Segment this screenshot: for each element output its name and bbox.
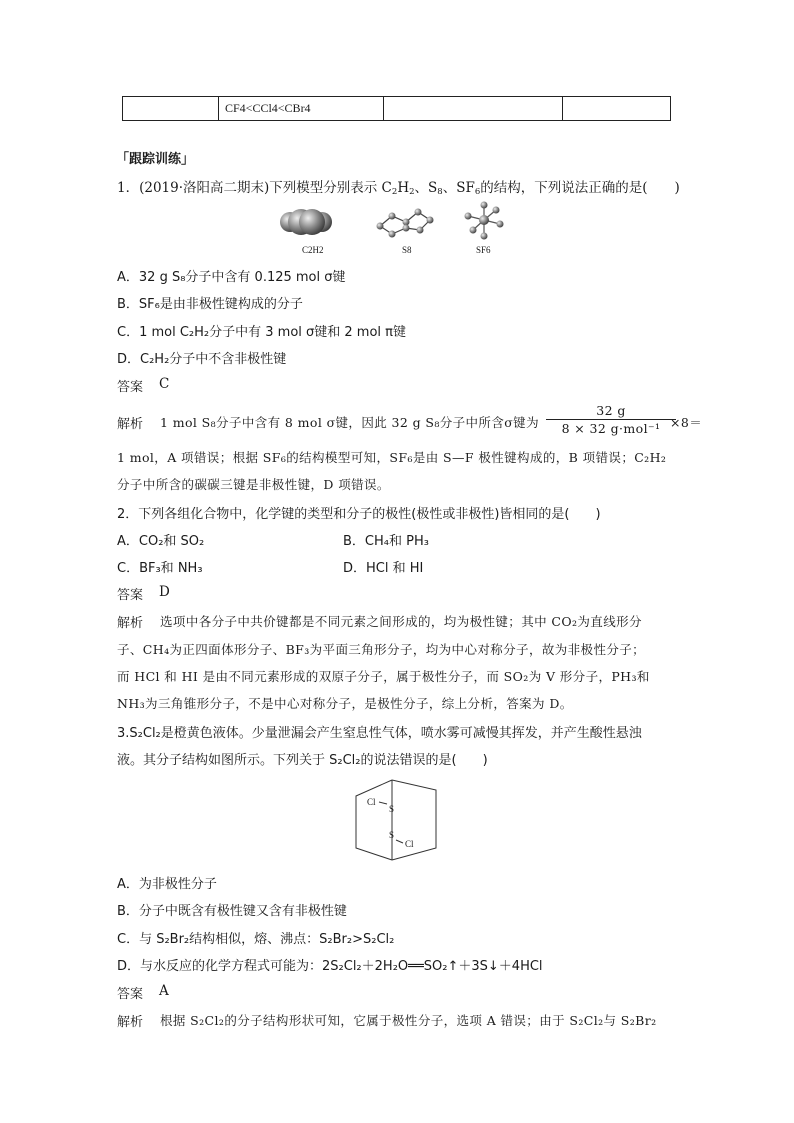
q2-option-b: B．CH₄和 PH₃ [343,534,429,549]
s8-caption: S8 [402,245,412,255]
s2cl2-structure-figure [352,776,442,864]
q2-option-c: C．BF₃和 NH₃ [117,561,203,576]
q3-answer: A [159,983,169,999]
q1-stem-part: 、S [414,180,438,196]
q1-option-d: D．C₂H₂分子中不含非极性键 [117,352,287,367]
q2-explanation-line: 选项中各分子中共价键都是不同元素之间形成的，均为极性键；其中 CO₂为直线形分 [160,614,642,629]
q3-option-d: D．与水反应的化学方程式可能为：2S₂Cl₂＋2H₂O══SO₂↑＋3S↓＋4HCl [117,959,543,974]
q1-explanation-line: 1 mol，A 项错误；根据 SF₆的结构模型可知，SF₆是由 S—F 极性键构成的，B 项错误；C₂H₂ [117,450,667,465]
q1-stem-part: H [397,180,410,196]
c2h2-caption: C2H2 [302,245,324,255]
q1-answer: C [159,376,170,392]
q2-explanation-label: 解析 [117,616,144,631]
q1-fraction [546,403,676,436]
q2-option-d: D．HCl 和 HI [343,561,424,576]
table-cell [123,97,219,121]
q2-explanation-line: 而 HCl 和 HI 是由不同元素形成的双原子分子，属于极性分子，而 SO₂为 V 形分子，PH₃和 [117,669,650,684]
fig-label-cl: Cl [367,797,376,807]
fraction-numerator: 32 g [546,403,676,420]
q2-stem: 2．下列各组化合物中，化学键的类型和分子的极性(极性或非极性)皆相同的是( ) [117,507,601,522]
q1-answer-label: 答案 [117,380,144,395]
comparison-table-fragment [122,96,671,121]
q1-explanation-label: 解析 [117,417,144,432]
fraction-denominator: 8 × 32 g·mol⁻¹ [561,421,661,436]
q3-option-b: B．分子中既含有极性键又含有非极性键 [117,904,347,919]
q1-option-c: C．1 mol C₂H₂分子中有 3 mol σ键和 2 mol π键 [117,325,406,340]
q2-answer-label: 答案 [117,588,144,603]
fig-label-cl: Cl [405,839,414,849]
q3-explanation-line: 根据 S₂Cl₂的分子结构形状可知，它属于极性分子，选项 A 错误；由于 S₂Cl₂与 S₂Br₂ [160,1013,657,1028]
fig-label-s: S [389,804,395,814]
q2-explanation-line: 子、CH₄为正四面体形分子、BF₃为平面三角形分子，均为中心对称分子，故为非极性分子； [117,642,646,657]
q1-explanation-tail: ×8＝ [670,415,703,430]
q3-stem-line: 3.S₂Cl₂是橙黄色液体。少量泄漏会产生窒息性气体，喷水雾可减慢其挥发，并产生酸性悬浊 [117,726,642,741]
q1-explanation-line: 1 mol S₈分子中含有 8 mol σ键，因此 32 g S₈分子中所含σ键为 [160,415,539,430]
dihedral-planes-icon [356,780,436,860]
q2-option-a: A．CO₂和 SO₂ [117,534,205,549]
q1-stem-part: 的结构，下列说法正确的是( ) [480,180,680,196]
table-cell [384,97,563,121]
q3-stem-line: 液。其分子结构如图所示。下列关于 S₂Cl₂的说法错误的是( ) [117,753,488,768]
q3-option-a: A．为非极性分子 [117,877,217,892]
table-cell: CF4<CCl4<CBr4 [219,97,384,121]
sf6-model-icon [465,202,504,240]
q1-option-b: B．SF₆是由非极性键构成的分子 [117,297,303,312]
table-cell [563,97,671,121]
fig-label-s: S [389,830,395,840]
q1-option-a: A．32 g S₈分子中含有 0.125 mol σ键 [117,270,346,285]
c2h2-model-icon [280,209,332,235]
table-row [123,97,671,121]
q1-stem: 1．(2019·洛阳高二期末)下列模型分别表示 $C_2H_2$、$S_8$、$SF_6$的结构，下列说法正确的是( ) [117,180,680,197]
q3-option-c: C．与 S₂Br₂结构相似，熔、沸点：S₂Br₂>S₂Cl₂ [117,932,395,947]
q3-answer-label: 答案 [117,987,144,1002]
section-title: 「跟踪训练」 [116,152,195,167]
q1-explanation-line: 分子中所含的碳碳三键是非极性键，D 项错误。 [117,477,390,492]
s8-model-icon [377,209,434,238]
sf6-caption: SF6 [476,245,491,255]
q3-explanation-label: 解析 [117,1015,144,1030]
q1-stem-part: 、SF [442,180,475,196]
q1-stem-part: 1．(2019·洛阳高二期末)下列模型分别表示 C [117,180,392,196]
q2-answer: D [159,584,170,600]
q2-explanation-line: NH₃为三角锥形分子，不是中心对称分子，是极性分子，综上分析，答案为 D。 [117,696,573,711]
